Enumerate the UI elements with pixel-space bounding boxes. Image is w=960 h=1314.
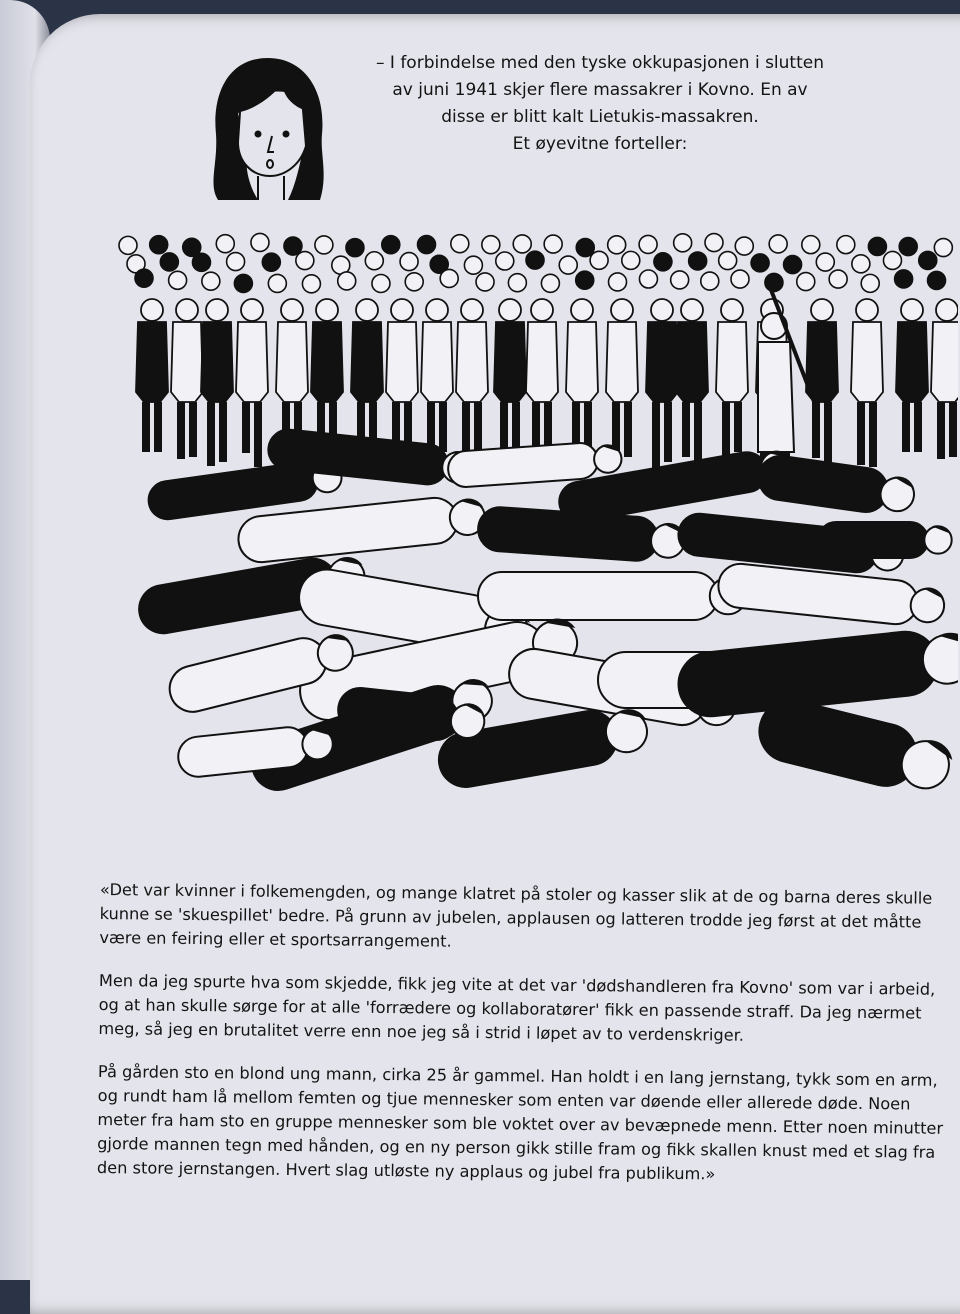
massacre-illustration <box>118 222 958 812</box>
book-page <box>30 14 960 1314</box>
bodies-on-ground <box>135 428 958 801</box>
intro-line: Et øyevitne forteller: <box>512 134 688 154</box>
intro-line: – I forbindelse med den tyske okkupasjonen i slutten <box>376 53 824 73</box>
narrator-portrait <box>208 54 328 204</box>
crowd-figures <box>119 233 958 471</box>
account-paragraph: Men da jeg spurte hva som skjedde, fikk jeg vite at det var 'dødshandleren fra Kovno' som var i arbeid, og at han skulle sørge for at alle 'forrædere og kollaboratører' fikk en passende straff. Da jeg nærmet meg, så jeg en brutalitet verre enn noe jeg så i strid i løpet av to verdenskriger. <box>98 970 936 1045</box>
account-paragraph: På gården sto en blond ung mann, cirka 25 år gammel. Han holdt i en lang jernstang, tykk som en arm, og rundt ham lå mellom femten og tjue mennesker som enten var døende eller allerede døde. Noen meter fra ham sto en gruppe mennesker som ble voktet over av bevæpnede menn. Etter noen minutter gjorde mannen tegn med hånden, og en ny person gikk stille fram og fikk skallen knust med et slag fra den store jernstangen. Hvert slag utløste ny applaus og jubel fra publikum.» <box>96 1061 944 1184</box>
account-paragraph: «Det var kvinner i folkemengden, og mange klatret på stoler og kasser slik at de og barna deres skulle kunne se 'skuespillet' bedre. På grunn av jubelen, applausen og latteren trodde jeg først at det måtte være en feiring eller et sportsarrangement. <box>99 879 933 951</box>
intro-line: av juni 1941 skjer flere massakrer i Kovno. En av <box>392 80 808 100</box>
intro-caption <box>340 50 860 158</box>
eyewitness-account <box>97 878 960 1208</box>
intro-line: disse er blitt kalt Lietukis-massakren. <box>441 107 759 127</box>
